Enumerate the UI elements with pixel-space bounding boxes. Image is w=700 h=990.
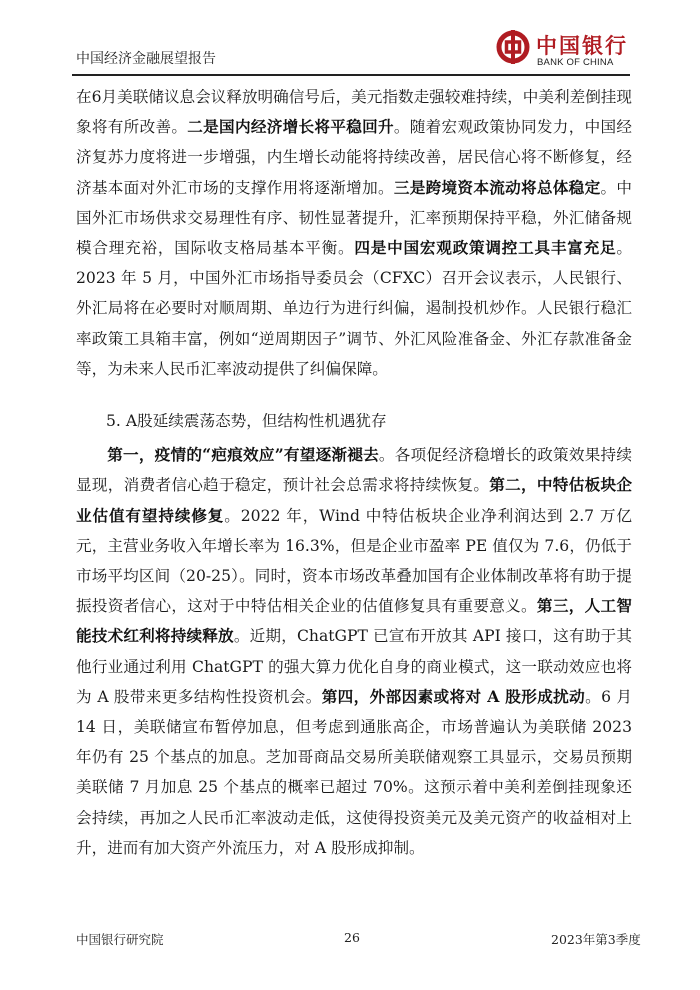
section-heading: 5. A股延续震荡态势，但结构性机遇犹存 (106, 412, 387, 431)
point-four-heading: 四是中国宏观政策调控工具丰富充足 (354, 238, 617, 258)
report-title: 中国经济金融展望报告 (76, 51, 216, 67)
header-divider (72, 74, 630, 76)
bank-of-china-emblem-icon (496, 30, 530, 64)
factor-four-heading: 第四，外部因素或将对 A 股形成扰动 (321, 686, 586, 706)
logo-english-text: BANK OF CHINA (537, 57, 614, 68)
logo-chinese-text: 中国银行 (536, 33, 628, 58)
main-content (76, 82, 632, 863)
point-three-heading: 三是跨境资本流动将总体稳定 (393, 177, 601, 197)
factor-two-heading: 第二，中特估板块企业估值有望持续修复 (76, 475, 632, 525)
paragraph-a-share-outlook: 第一，疫情的“疤痕效应”有望逐渐褪去。各项促经济稳增长的政策效果持续显现，消费者信心趋于稳定，预计社会总需求将持续恢复。第二，中特估板块企业估值有望持续修复。2022 年，Wind 中特估板块企业净利润达到 2.7 万亿元，主营业务收入年增长率为 16.3%，但是企业市盈率 PE 值仅为 7.6，仍低于市场平均区间（20-25）。同时，资本市场改革叠加国有企业体制改革将有助于提振投资者信心，这对于中特估相关企业的估值修复具有重要意义。第三，人工智能技术红利将持续释放。近期，ChatGPT 已宣布开放其 API 接口，这有助于其他行业通过利用 ChatGPT 的强大算力优化自身的商业模式，这一联动效应也将为 A 股带来更多结构性投资机会。第四，外部因素或将对 A 股形成扰动。6 月 14 日，美联储宣布暂停加息，但考虑到通胀高企，市场普遍认为美联储 2023 年仍有 25 个基点的加息。芝加哥商品交易所美联储观察工具显示，交易员预期美联储 7 月加息 25 个基点的概率已超过 70%。这预示着中美利差倒挂现象还会持续，再加之人民币汇率波动走低，这使得投资美元及美元资产的收益相对上升，进而有加大资产外流压力，对 A 股形成抑制。 (76, 445, 632, 857)
page-number: 26 (344, 930, 360, 945)
point-two-heading: 二是国内经济增长将平稳回升 (187, 117, 394, 137)
factor-one-heading: 第一，疫情的“疤痕效应”有望逐渐褪去 (107, 445, 379, 465)
footer-quarter: 2023年第3季度 (551, 932, 641, 947)
factor-three-heading: 第三，人工智能技术红利将持续释放 (76, 596, 632, 646)
paragraph-fx-outlook: 在6月美联储议息会议释放明确信号后，美元指数走强较难持续，中美利差倒挂现象将有所改善。二是国内经济增长将平稳回升。随着宏观政策协同发力，中国经济复苏力度将进一步增强，内生增长动能将持续改善，居民信心将不断修复，经济基本面对外汇市场的支撑作用将逐渐增加。三是跨境资本流动将总体稳定。中国外汇市场供求交易理性有序、韧性显著提升，汇率预期保持平稳，外汇储备规模合理充裕，国际收支格局基本平衡。四是中国宏观政策调控工具丰富充足。2023 年 5 月，中国外汇市场指导委员会（CFXC）召开会议表示，人民银行、外汇局将在必要时对顺周期、单边行为进行纠偏，遏制投机炒作。人民银行稳汇率政策工具箱丰富，例如“逆周期因子”调节、外汇风险准备金、外汇存款准备金等，为未来人民币汇率波动提供了纠偏保障。 (76, 88, 632, 378)
bank-logo (496, 28, 636, 74)
footer-institute: 中国银行研究院 (76, 932, 164, 947)
